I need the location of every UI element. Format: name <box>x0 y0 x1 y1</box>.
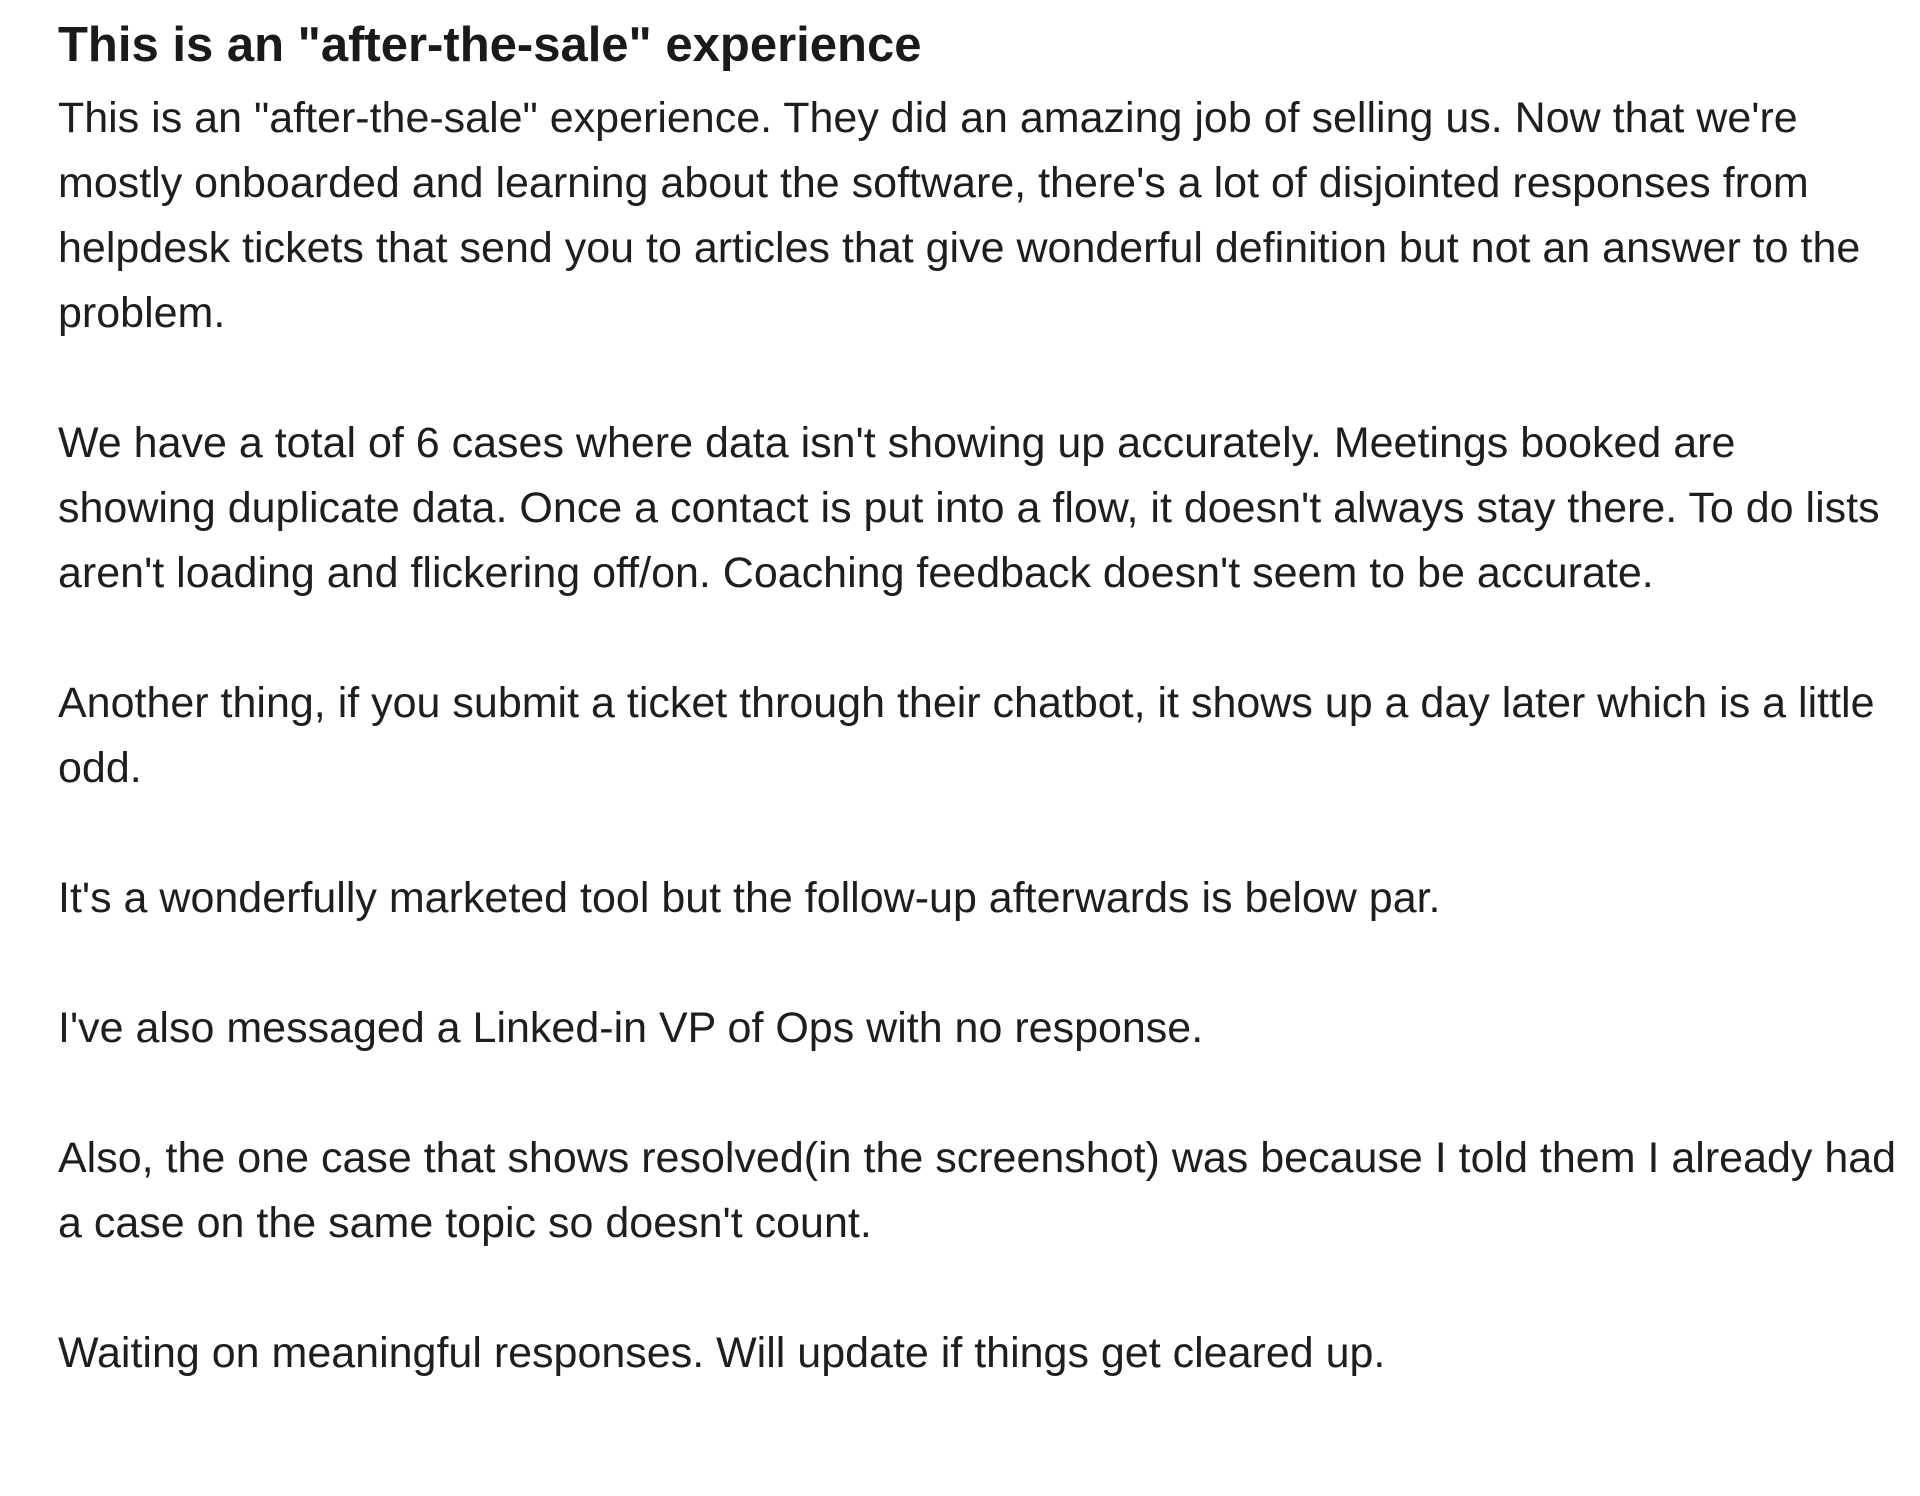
review-paragraph-resolved: Also, the one case that shows resolved(in the screenshot) was because I told them I already had a case on the same topic so doesn't count. <box>58 1134 1897 1247</box>
review-paragraph-intro: This is an "after-the-sale" experience. They did an amazing job of selling us. Now that we're mostly onboarded and learning about the software, there's a lot of disjointed responses from helpdesk tickets that send you to articles that give wonderful definition but not an answer to the problem. <box>58 94 1861 337</box>
review-body <box>58 86 1898 1386</box>
review-paragraph-chatbot: Another thing, if you submit a ticket through their chatbot, it shows up a day later which is a little odd. <box>58 679 1875 792</box>
review-title: This is an "after-the-sale" experience <box>58 18 922 72</box>
review <box>58 14 1898 1386</box>
review-paragraph-linkedin: I've also messaged a Linked-in VP of Ops with no response. <box>58 1004 1204 1052</box>
review-paragraph-waiting: Waiting on meaningful responses. Will update if things get cleared up. <box>58 1329 1386 1377</box>
review-paragraph-marketing: It's a wonderfully marketed tool but the follow-up afterwards is below par. <box>58 874 1441 922</box>
review-paragraph-cases: We have a total of 6 cases where data isn't showing up accurately. Meetings booked are showing duplicate data. Once a contact is put into a flow, it doesn't always stay there. To do lists aren't loading and flickering off/on. Coaching feedback doesn't seem to be accurate. <box>58 419 1880 597</box>
